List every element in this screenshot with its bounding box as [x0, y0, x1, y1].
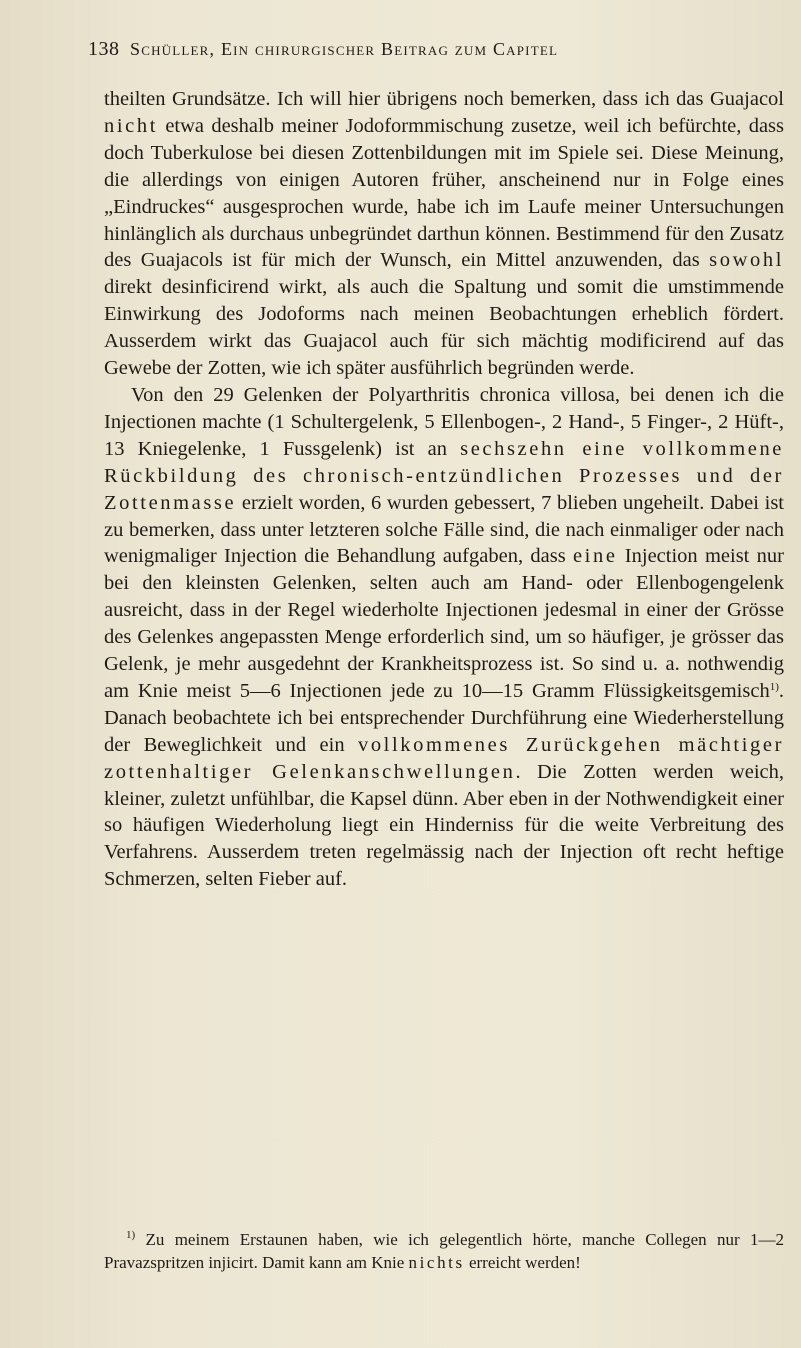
paragraph-1 — [104, 86, 784, 382]
emphasis-text: vollkommenes Zurückgehen mächtiger zottenhaltiger Gelenkanschwellungen — [104, 733, 784, 783]
text-run: . Danach beobachtete ich bei entsprechender Durchführung eine Wiederherstellung der Beweglichkeit und ein — [104, 679, 784, 756]
text-run: Zu meinem Erstaunen haben, wie ich gelegentlich hörte, manche Collegen nur 1—2 Pravazspritzen injicirt. Damit kann am Knie — [104, 1230, 784, 1272]
text-run: erzielt worden, 6 wurden gebessert, 7 blieben ungeheilt. Dabei ist zu bemerken, dass unter letzteren solche Fälle sind, die nach einmaliger oder nach wenigmaliger Injection die Behandlung aufgaben, dass — [104, 491, 784, 568]
footnote-marker: 1) — [126, 1229, 136, 1241]
emphasis-text: eine — [572, 545, 618, 568]
text-run: etwa deshalb meiner Jodoformmischung zusetze, weil ich befürchte, dass doch Tuberkulose bei diesen Zottenbildungen mit im Spiele sei. Diese Meinung, die allerdings von einigen Autoren früher, anscheinend nur in Folge eines „Eindruckes“ ausgesprochen wurde, habe ich im Laufe meiner Untersuchungen hinlänglich als durchaus unbegründet darthun können. Bestimmend für den Zusatz des Guajacols ist für mich der Wunsch, ein Mittel anzuwenden, das — [104, 114, 784, 272]
text-run: Von den 29 Gelenken der Polyarthritis chronica villosa, bei denen ich die Injectionen machte (1 Schultergelenk, 5 Ellenbogen-, 2 Hand-, 5 Finger-, 2 Hüft-, 13 Kniegelenke, 1 Fussgelenk) ist an — [104, 383, 784, 460]
body-text — [104, 86, 784, 893]
text-run: erreicht werden! — [464, 1253, 581, 1272]
text-run: direkt desinficirend wirkt, als auch die Spaltung und somit die umstimmende Einwirkung des Jodoforms nach meinen Beobachtungen erheblich fördert. Ausserdem wirkt das Guajacol auch für sich mächtig modificirend auf das Gewebe der Zotten, wie ich später ausführlich begründen werde. — [104, 276, 784, 380]
text-run: theilten Grundsätze. Ich will hier übrigens noch bemerken, dass ich das Guajacol — [104, 88, 784, 110]
page-number: 138 — [88, 38, 120, 60]
page-header — [88, 38, 771, 64]
footnote — [104, 1228, 784, 1274]
emphasis-text: sowohl — [709, 249, 784, 272]
text-run: Injection meist nur bei den kleinsten Gelenken, selten auch am Hand- oder Ellenbogengelenk ausreicht, dass in der Regel wiederholte Injectionen jedesmal in einer der Grösse des Gelenkes angepassten Menge erforderlich sind, um so häufiger, je grösser das Gelenk, je mehr ausgedehnt der Krankheitsprozess ist. So sind u. a. nothwendig am Knie meist 5—6 Injectionen jede zu 10—15 Gramm Flüssigkeitsgemisch — [104, 545, 784, 702]
emphasis-text: nicht — [104, 114, 158, 137]
emphasis-text: nichts — [408, 1253, 465, 1272]
text-run: . Die Zotten werden weich, kleiner, zuletzt unfühlbar, die Kapsel dünn. Aber eben in der Nothwendigkeit einer so häufigen Wiederholung liegt ein Hinderniss für die weite Verbreitung des Verfahrens. Ausserdem treten regelmässig nach der Injection oft recht heftige Schmerzen, selten Fieber auf. — [104, 760, 785, 891]
paragraph-2 — [104, 382, 784, 893]
footnote-text — [104, 1228, 784, 1274]
emphasis-text: sechszehn eine vollkommene Rückbildung des chronisch-entzündlichen Prozesses und der Zottenmasse — [104, 437, 785, 514]
footnote-reference: 1) — [769, 680, 779, 693]
running-title: Schüller, Ein chirurgischer Beitrag zum Capitel — [130, 39, 559, 59]
